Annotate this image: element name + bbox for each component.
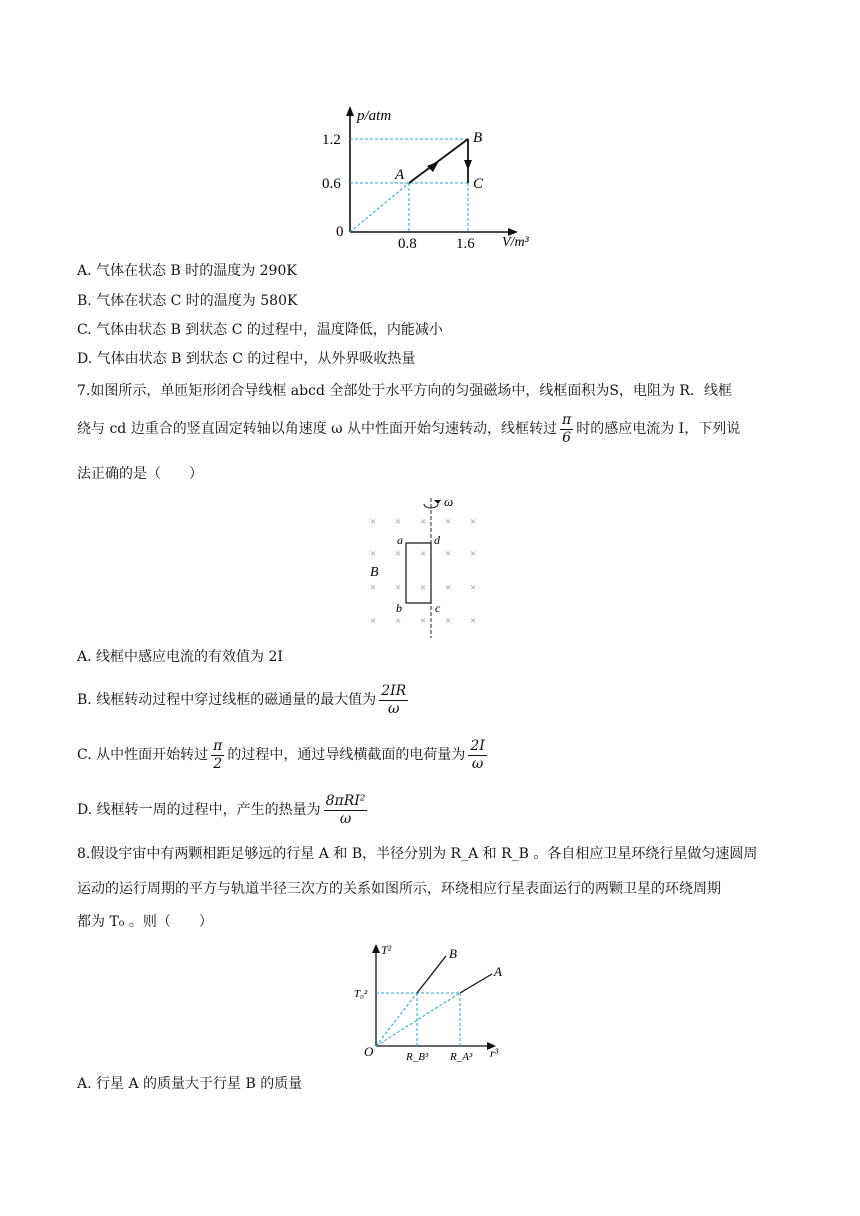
y-tick-1-2: 1.2 bbox=[322, 132, 341, 148]
svg-text:×: × bbox=[395, 516, 402, 528]
q8-stem-line-2: 运动的运行周期的平方与轨道半径三次方的关系如图所示，环绕相应行星表面运行的两颗卫星的环绕周期 bbox=[77, 881, 721, 897]
t2-r3-diagram bbox=[350, 940, 510, 1062]
fraction-2ir-over-omega: $\frac{2IR}{\omega}$ bbox=[381, 682, 407, 717]
q8-option-a: A. 行星 A 的质量大于行星 B 的质量 bbox=[77, 1076, 303, 1092]
line-b-label: B bbox=[449, 946, 457, 961]
svg-text:×: × bbox=[370, 615, 377, 627]
corner-d-label: d bbox=[434, 533, 440, 547]
svg-text:×: × bbox=[470, 615, 477, 627]
point-c-label: C bbox=[473, 176, 484, 192]
q8-stem-line-1: 8.假设宇宙中有两颗相距足够远的行星 A 和 B，半径分别为 R_A 和 R_B 。各自相应卫星环绕行星做匀速圆周 bbox=[77, 846, 758, 862]
svg-text:×: × bbox=[445, 615, 452, 627]
q7-stem-line-2a: 绕与 cd 边重合的竖直固定转轴以角速度 ω 从中性面开始匀速转动，线框转过 bbox=[77, 421, 558, 437]
q7-option-c-text-2: 的过程中，通过导线横截面的电荷量为 bbox=[227, 747, 466, 763]
svg-text:×: × bbox=[395, 582, 402, 594]
origin-o-label: O bbox=[364, 1044, 374, 1059]
x-axis-r3-label: r³ bbox=[490, 1046, 499, 1060]
fraction-2i-over-omega: $\frac{2I}{\omega}$ bbox=[470, 737, 485, 772]
omega-label: ω bbox=[444, 494, 454, 509]
q6-option-a: A. 气体在状态 B 时的温度为 290K bbox=[77, 263, 297, 279]
point-a-label: A bbox=[395, 167, 405, 183]
q7-stem-line-2b: 时的感应电流为 I，下列说 bbox=[576, 421, 741, 437]
svg-text:×: × bbox=[445, 516, 452, 528]
svg-text:×: × bbox=[470, 582, 477, 594]
q7-stem-line-1: 7.如图所示，单匝矩形闭合导线框 abcd 全部处于水平方向的匀强磁场中，线框面积为S，电阻为 R．线框 bbox=[77, 383, 732, 399]
q6-option-d: D. 气体由状态 B 到状态 C 的过程中，从外界吸收热量 bbox=[77, 351, 416, 367]
y-axis-label: p/atm bbox=[357, 108, 392, 124]
svg-text:×: × bbox=[445, 548, 452, 560]
fraction-pi-over-2: $\frac{\pi}{2}$ bbox=[213, 737, 223, 772]
y-axis-t2-label: T² bbox=[381, 943, 392, 957]
svg-text:×: × bbox=[395, 548, 402, 560]
q6-option-b: B. 气体在状态 C 时的温度为 580K bbox=[77, 293, 298, 309]
fraction-8pi-r-i2-over-omega: $\frac{\text{8πRI²}}{\omega}$ bbox=[325, 792, 366, 827]
q7-option-c bbox=[77, 733, 490, 777]
svg-text:×: × bbox=[395, 615, 402, 627]
field-b-label: B bbox=[370, 565, 379, 580]
q7-option-b-text: B. 线框转动过程中穿过线框的磁通量的最大值为 bbox=[77, 692, 377, 708]
q7-stem-line-3: 法正确的是（ ） bbox=[77, 466, 203, 482]
svg-text:×: × bbox=[370, 516, 377, 528]
x-tick-ra-cubed: R_A³ bbox=[450, 1051, 473, 1063]
q7-option-d-text: D. 线框转一周的过程中，产生的热量为 bbox=[77, 802, 321, 818]
svg-text:×: × bbox=[420, 516, 427, 528]
y-tick-0-6: 0.6 bbox=[322, 176, 341, 192]
y-tick-t0-squared: T₀² bbox=[354, 988, 368, 1000]
q7-option-d bbox=[77, 788, 370, 832]
rotating-frame-diagram bbox=[360, 490, 500, 640]
q8-stem-line-3: 都为 T₀ 。则（ ） bbox=[77, 914, 213, 930]
point-b-label: B bbox=[473, 130, 483, 146]
svg-text:×: × bbox=[420, 548, 427, 560]
pv-diagram bbox=[322, 104, 550, 252]
x-tick-0-8: 0.8 bbox=[398, 236, 417, 252]
svg-text:×: × bbox=[470, 516, 477, 528]
svg-text:×: × bbox=[370, 548, 377, 560]
svg-text:×: × bbox=[420, 582, 427, 594]
svg-text:×: × bbox=[420, 615, 427, 627]
x-tick-rb-cubed: R_B³ bbox=[406, 1051, 429, 1063]
q7-stem-line-2 bbox=[77, 406, 740, 452]
q7-option-b bbox=[77, 678, 411, 722]
corner-a-label: a bbox=[397, 533, 403, 547]
svg-text:×: × bbox=[445, 582, 452, 594]
fraction-pi-over-6: $\frac{\pi}{6}$ bbox=[562, 411, 572, 446]
corner-c-label: c bbox=[435, 601, 441, 615]
origin-label: 0 bbox=[336, 224, 344, 240]
q6-option-c: C. 气体由状态 B 到状态 C 的过程中，温度降低，内能减小 bbox=[77, 322, 443, 338]
x-axis-label: V/m³ bbox=[502, 235, 529, 250]
svg-text:×: × bbox=[370, 582, 377, 594]
x-tick-1-6: 1.6 bbox=[456, 236, 475, 252]
q7-option-a: A. 线框中感应电流的有效值为 2I bbox=[77, 649, 283, 665]
q7-option-c-text-1: C. 从中性面开始转过 bbox=[77, 747, 209, 763]
corner-b-label: b bbox=[396, 601, 402, 615]
line-a-label: A bbox=[494, 964, 502, 979]
svg-text:×: × bbox=[470, 548, 477, 560]
